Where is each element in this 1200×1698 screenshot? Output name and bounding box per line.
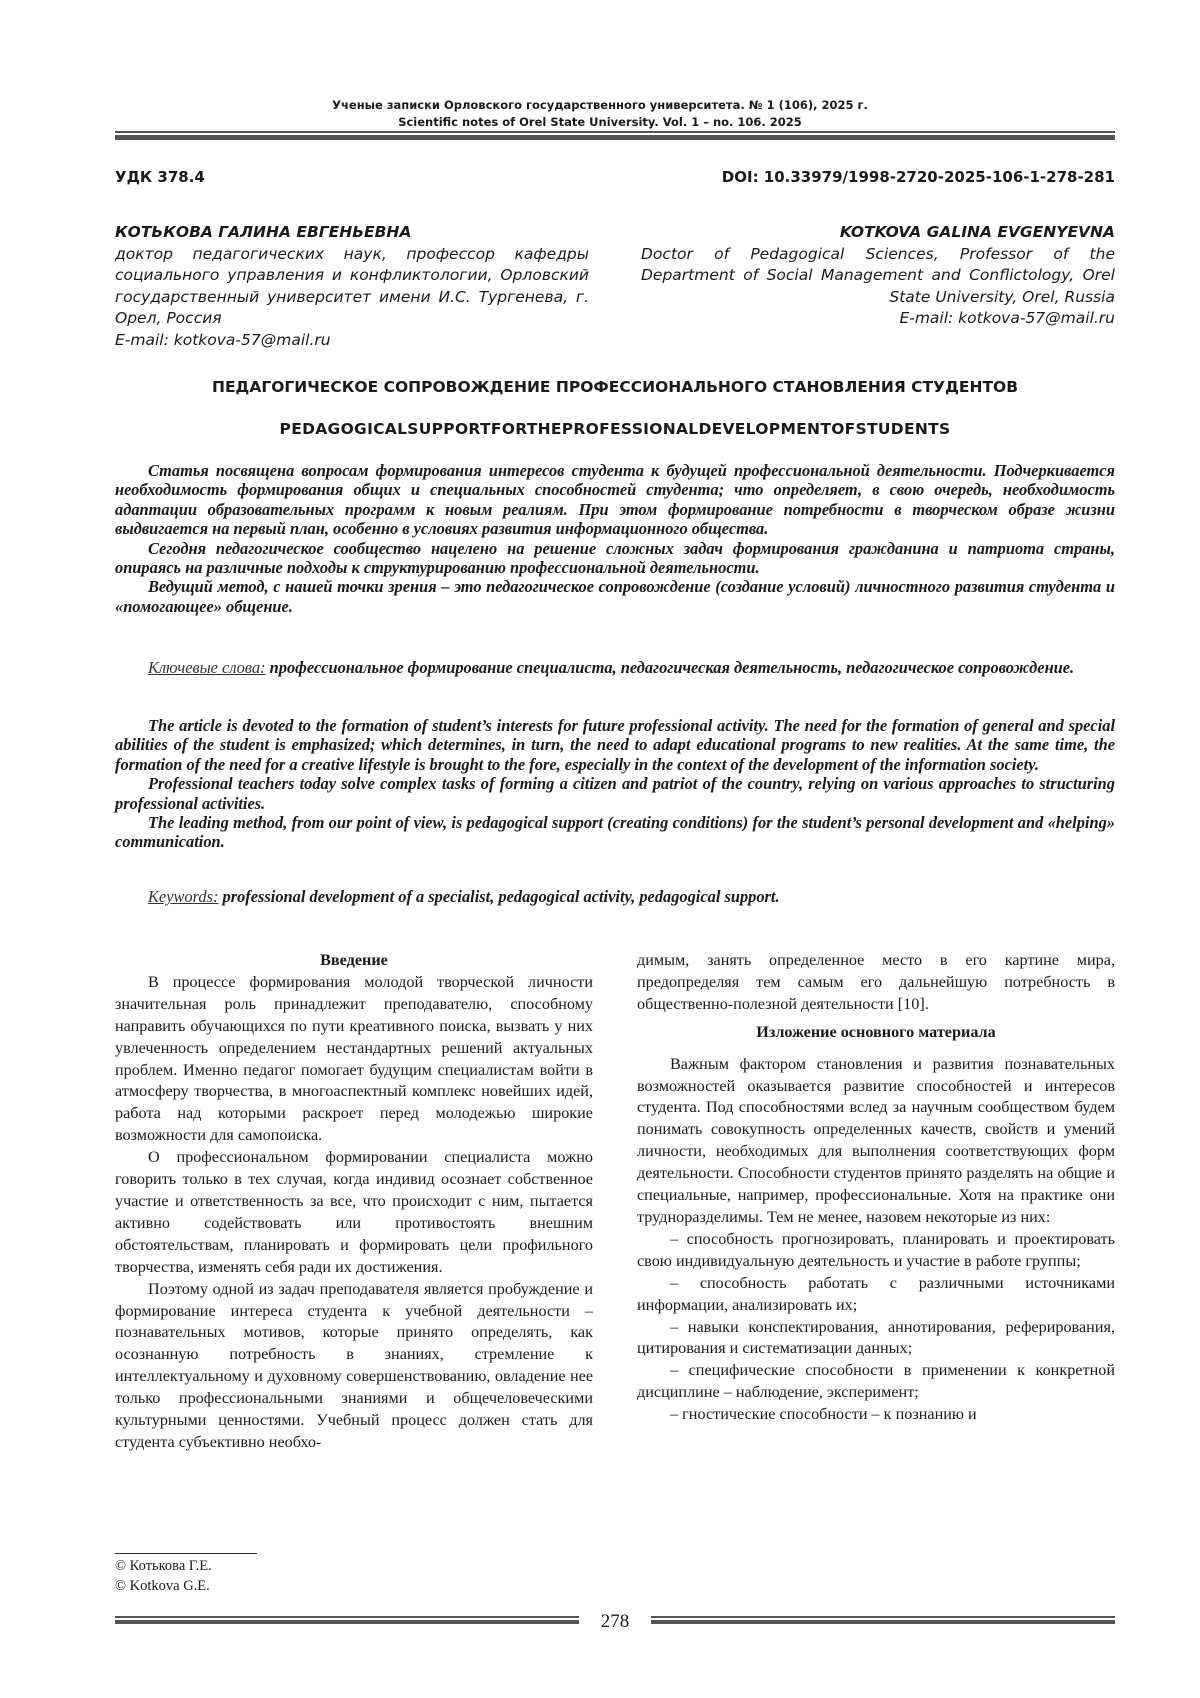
keywords-en-text: professional development of a specialist, pedagogical activity, pedagogical support. xyxy=(222,887,780,906)
header-rule xyxy=(115,131,1115,140)
body-column-right xyxy=(637,950,1115,1426)
section-heading-main: Изложение основного материала xyxy=(756,1022,996,1041)
meta-row xyxy=(115,168,1115,192)
abstract-ru-paragraph: Ведущий метод, с нашей точки зрения – это педагогическое сопровождение (создание условий) личностного развития студента и «помогающее» общение. xyxy=(115,577,1115,616)
section-heading-introduction: Введение xyxy=(320,951,388,969)
list-item: – способность прогнозировать, планировать и проектировать свою индивидуальную деятельность и участие в работе группы; xyxy=(637,1229,1115,1270)
body-paragraph: О профессиональном формировании специалиста можно говорить только в тех случая, когда индивид осознает собственное участие и ответственность за все, что происходит с ним, пытается активно содействовать или противостоять внешним обстоятельствам, планировать и формировать цели профильного творчества, изменять себя ради их достижения. xyxy=(115,1148,593,1276)
article-title-en: PEDAGOGICALSUPPORTFORTHEPROFESSIONALDEVELOPMENTOFSTUDENTS xyxy=(279,420,951,438)
list-item: – гностические способности – к познанию и xyxy=(670,1405,977,1424)
author-email-ru[interactable]: E-mail: kotkova-57@mail.ru xyxy=(115,330,331,349)
body-paragraph: Важным фактором становления и развития познавательных возможностей оказывается развитие способностей и интересов студента. Под способностями вслед за научным сообществом будем понимать совокупность определенных качеств, свойств и умений личности, необходимых для выполнения соответствующих форм деятельности. Способности студентов принято разделять на общие и специальные, например, профессиональные. Хотя на практике они трудноразделимы. Тем не менее, назовем некоторые из них: xyxy=(637,1054,1115,1226)
abstract-en-paragraph: The article is devoted to the formation of student’s interests for future professional activity. The need for the formation of general and special abilities of the student is emphasized; which determines, in turn, the need to adapt educational programs to new realities. At the same time, the formation of the need for a creative lifestyle is brought to the fore, especially in the context of the development of the information society. xyxy=(115,716,1115,774)
page-number: 278 xyxy=(579,1610,651,1634)
author-affiliation-ru: доктор педагогических наук, профессор кафедры социального управления и конфликтологии, Орловский государственный университет имени И.С. Тургенева, г. Орел, Россия xyxy=(115,244,589,327)
author-name-en: KOTKOVA GALINA EVGENYEVNA xyxy=(839,223,1115,241)
journal-header xyxy=(0,97,1200,131)
list-item: – специфические способности в применении к конкретной дисциплине – наблюдение, эксперимент; xyxy=(637,1361,1115,1402)
abstract-en-paragraph: The leading method, from our point of view, is pedagogical support (creating conditions) for the student’s personal development and «helping» communication. xyxy=(115,813,1115,852)
body-paragraph: В процессе формирования молодой творческой личности значительная роль принадлежит преподавателю, способному направить обучающихся по пути креативного поиска, вызвать у них увлеченность определением нестандартных решений актуальных проблем. Именно педагог помогает будущим специалистам войти в атмосферу творчества, в многоаспектный комплекс новейших идей, работа над которыми раскроет перед молодежью широкие возможности для самопоиска. xyxy=(115,972,593,1145)
body-column-left xyxy=(115,950,593,1454)
abstract-ru-paragraph: Сегодня педагогическое сообщество нацелено на решение сложных задач формирования гражданина и патриота страны, опираясь на различные подходы к структурированию профессиональной деятельности. xyxy=(115,538,1115,578)
author-name-ru: КОТЬКОВА ГАЛИНА ЕВГЕНЬЕВНА xyxy=(115,223,412,241)
udk-code: УДК 378.4 xyxy=(115,168,205,186)
footnote-rule xyxy=(115,1553,257,1554)
abstract-ru xyxy=(115,461,1115,616)
copyright-en: © Kotkova G.E. xyxy=(115,1578,210,1594)
keywords-ru-label: Ключевые слова: xyxy=(148,658,266,677)
keywords-ru-text: профессиональное формирование специалиста, педагогическая деятельность, педагогическое сопровождение. xyxy=(269,658,1075,677)
author-email-en[interactable]: E-mail: kotkova-57@mail.ru xyxy=(899,309,1115,327)
abstract-ru-paragraph: Статья посвящена вопросам формирования интересов студента к будущей профессиональной деятельности. Подчеркивается необходимость формирования общих и специальных способностей студента; что определяет, в свою очередь, необходимость адаптации образовательных программ к новым реалиям. При этом формирование потребности в творческом образе жизни выдвигается на первый план, особенно в условиях развития информационного общества. xyxy=(115,461,1115,539)
doi[interactable]: DOI: 10.33979/1998-2720-2025-106-1-278-281 xyxy=(721,168,1115,186)
journal-header-ru: Ученые записки Орловского государственного университета. № 1 (106), 2025 г. xyxy=(332,98,868,112)
footnotes xyxy=(115,1556,212,1596)
journal-header-en: Scientific notes of Orel State University. Vol. 1 – no. 106. 2025 xyxy=(398,115,802,129)
body-paragraph: Поэтому одной из задач преподавателя является пробуждение и формирование интереса студента к учебной деятельности – познавательных мотивов, которые принято определять, как осознанную потребность в знаниях, стремление к интеллектуальному и духовному совершенствованию, овладение нее только профессиональными знаниями и общечеловеческими культурными ценностями. Учебный процесс должен стать для студента субъективно необхо- xyxy=(115,1279,593,1451)
list-item: – навыки конспектирования, аннотирования, реферирования, цитирования и систематизации данных; xyxy=(637,1317,1115,1358)
body-paragraph-continuation: димым, занять определенное место в его картине мира, предопределяя тем самым его дальнейшую потребность в общественно-полезной деятельности [10]. xyxy=(637,951,1115,1013)
author-affiliation-en: Doctor of Pedagogical Sciences, Professor of the Department of Social Management and Conflictology, Orel State University, Orel, Russia xyxy=(641,244,1115,306)
abstract-en xyxy=(115,716,1115,852)
author-block-ru xyxy=(115,222,589,351)
copyright-ru: © Котькова Г.Е. xyxy=(115,1558,212,1574)
keywords-en-label: Keywords: xyxy=(148,887,219,906)
page-footer xyxy=(115,1610,1115,1634)
article-title-ru: ПЕДАГОГИЧЕСКОЕ СОПРОВОЖДЕНИЕ ПРОФЕССИОНАЛЬНОГО СТАНОВЛЕНИЯ СТУДЕНТОВ xyxy=(211,378,1019,396)
abstract-en-paragraph: Professional teachers today solve complex tasks of forming a citizen and patriot of the country, relying on various approaches to structuring professional activities. xyxy=(115,774,1115,813)
keywords-en xyxy=(115,887,1115,906)
author-block-en xyxy=(641,222,1115,330)
list-item: – способность работать с различными источниками информации, анализировать их; xyxy=(637,1273,1115,1314)
keywords-ru xyxy=(115,658,1115,677)
